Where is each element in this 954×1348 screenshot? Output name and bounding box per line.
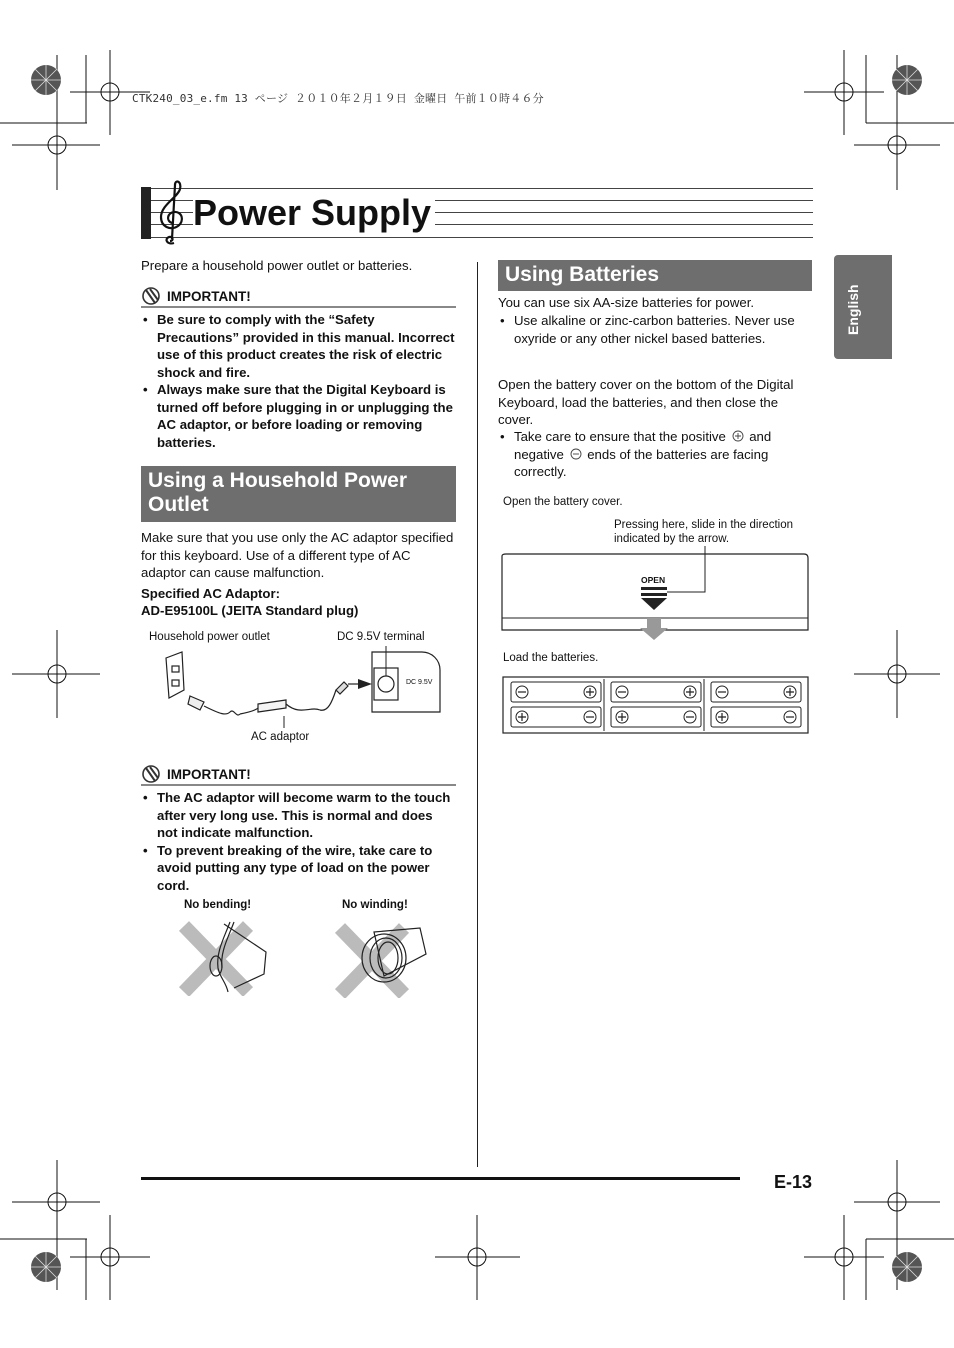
minus-icon [570, 448, 582, 460]
section-heading-batteries: Using Batteries [498, 260, 812, 291]
page-title-banner [141, 187, 813, 239]
footer-rule [141, 1177, 740, 1180]
battery-cover-illustration [500, 546, 812, 642]
important-label: IMPORTANT! [167, 288, 251, 304]
batteries-intro: You can use six AA-size batteries for power. [498, 295, 755, 310]
polarity-note [498, 428, 798, 481]
no-bending-label: No bending! [184, 899, 252, 911]
intro-text: Prepare a household power outlet or batteries. [141, 258, 413, 273]
important-item: • The AC adaptor will become warm to the touch after very long use. This is normal and does not indicate malfunction. [141, 789, 456, 842]
important-icon [141, 286, 163, 306]
important-label: IMPORTANT! [167, 766, 251, 782]
battery-compartment-illustration [502, 676, 809, 734]
important-rule [141, 784, 456, 786]
ac-adaptor-illustration [160, 646, 445, 734]
important-item: • Always make sure that the Digital Keyboard is turned off before plugging in or unplugging the AC adaptor, or before loading or removing batteries. [141, 381, 456, 451]
jack-label: DC 9.5V [406, 679, 433, 686]
polarity-text-c: ends of the batteries are facing correctly. [514, 446, 769, 479]
battery-cover-text: Open the battery cover on the bottom of the Digital Keyboard, load the batteries, and then close the cover. [498, 377, 794, 427]
fig-adaptor-label: AC adaptor [251, 731, 310, 743]
page-title: Power Supply [193, 189, 435, 237]
file-header: CTK240_03_e.fm 13 ページ ２０１０年２月１９日 金曜日 午前１０時４６分 [132, 92, 544, 105]
treble-clef-icon [155, 179, 189, 245]
important-item: • To prevent breaking of the wire, take care to avoid putting any type of load on the power cord. [141, 842, 456, 895]
battery-type-note: • Use alkaline or zinc-carbon batteries. Never use oxyride or any other nickel based batteries. [498, 312, 798, 347]
important-icon [141, 764, 163, 784]
language-tab [834, 255, 892, 359]
polarity-text-b: and negative [514, 429, 772, 462]
spec-label: Specified AC Adaptor: [141, 586, 280, 601]
fig-outlet-label: Household power outlet [149, 631, 270, 643]
fig-terminal-label: DC 9.5V terminal [337, 631, 425, 643]
column-divider [477, 262, 478, 1167]
fig-pressing-label: Pressing here, slide in the direction indicated by the arrow. [614, 519, 793, 545]
spec-model: AD-E95100L (JEITA Standard plug) [141, 603, 359, 618]
important-block-1 [141, 286, 456, 451]
page-number: E-13 [773, 1172, 812, 1192]
important-block-2 [141, 764, 456, 894]
no-winding-label: No winding! [342, 899, 408, 911]
fig-load-label: Load the batteries. [503, 652, 599, 664]
important-item: • Be sure to comply with the “Safety Precautions” provided in this manual. Incorrect use of this product creates the risk of electric shock and fire. [141, 311, 456, 381]
outlet-text: Make sure that you use only the AC adaptor specified for this keyboard. Use of a different type of AC adaptor can cause malfunction. [141, 530, 454, 580]
important-rule [141, 306, 456, 308]
fig-open-cover-label: Open the battery cover. [503, 496, 623, 508]
open-label: OPEN [641, 575, 666, 585]
section-heading-outlet: Using a Household Power Outlet [141, 466, 456, 522]
language-tab-label: English [845, 284, 861, 335]
plus-icon [732, 430, 744, 442]
title-bar-accent [141, 187, 151, 239]
polarity-text-a: Take care to ensure that the positive [514, 429, 726, 444]
no-winding-illustration [334, 918, 430, 998]
no-bending-illustration [178, 918, 270, 996]
